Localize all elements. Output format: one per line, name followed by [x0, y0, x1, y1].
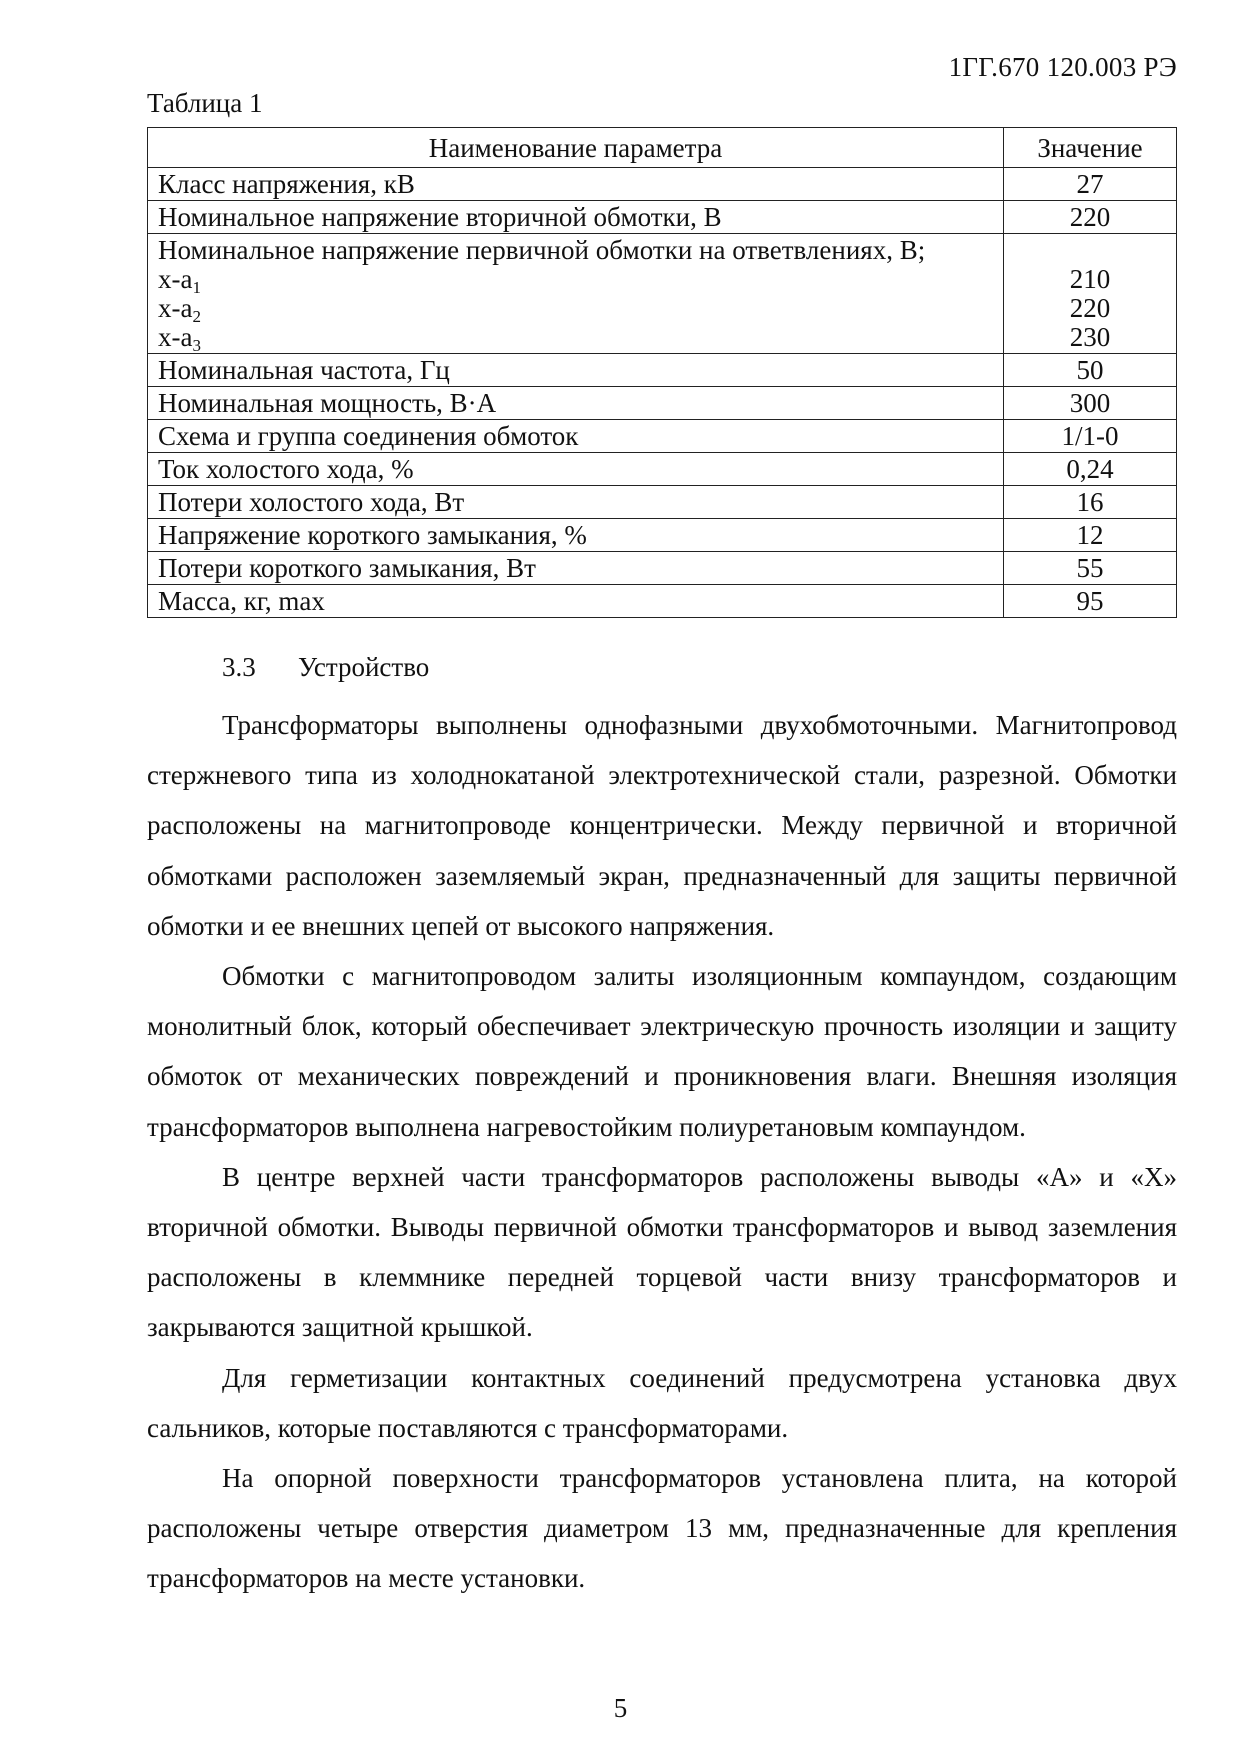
tap-label-subscript: 3 — [192, 336, 201, 355]
param-value: 16 — [1004, 486, 1177, 519]
section-body — [147, 700, 1177, 1604]
document-code: 1ГГ.670 120.003 РЭ — [948, 52, 1177, 82]
tap-value: 230 — [1069, 322, 1111, 352]
table-row — [148, 201, 1177, 234]
page-number: 5 — [613, 1693, 628, 1723]
table-row — [148, 453, 1177, 486]
param-name: Класс напряжения, кВ — [148, 168, 1004, 201]
table-row — [148, 585, 1177, 618]
section-title: Устройство — [298, 652, 430, 682]
param-value: 220 — [1004, 201, 1177, 234]
param-name-multi — [148, 234, 1004, 354]
param-value: 50 — [1004, 354, 1177, 387]
section-heading — [222, 652, 429, 683]
tap-value: 210 — [1069, 264, 1111, 294]
tap-label — [158, 264, 993, 297]
section-number: 3.3 — [222, 652, 256, 682]
tap-label-text: х-а — [158, 264, 193, 294]
table-row — [148, 486, 1177, 519]
paragraph: На опорной поверхности трансформаторов установлена плита, на которой расположены четыре отверстия диаметром 13 мм, предназначенные для крепления трансформаторов на месте установки. — [147, 1463, 1177, 1594]
param-value: 55 — [1004, 552, 1177, 585]
table-row — [148, 420, 1177, 453]
table-row — [148, 234, 1177, 354]
table-header-row — [148, 128, 1177, 168]
param-name: Номинальное напряжение вторичной обмотки, В — [148, 201, 1004, 234]
parameters-table — [147, 127, 1177, 618]
paragraph: Трансформаторы выполнены однофазными двухобмоточными. Магнитопровод стержневого типа из холоднокатаной электротехнической стали, разрезной. Обмотки расположены на магнитопроводе концентрически. Между первичной и вторичной обмотками расположен заземляемый экран, предназначенный для защиты первичной обмотки и ее внешних цепей от высокого напряжения. — [147, 710, 1177, 941]
param-value: 1/1-0 — [1004, 420, 1177, 453]
param-value-multi — [1004, 234, 1177, 354]
param-name: Масса, кг, max — [148, 585, 1004, 618]
paragraph: Обмотки с магнитопроводом залиты изоляционным компаундом, создающим монолитный блок, который обеспечивает электрическую прочность изоляции и защиту обмоток от механических повреждений и проникновения влаги. Внешняя изоляция трансформаторов выполнена нагревостойким полиуретановым компаундом. — [147, 961, 1177, 1142]
table-row — [148, 354, 1177, 387]
table-row — [148, 387, 1177, 420]
param-value: 27 — [1004, 168, 1177, 201]
tap-label-subscript: 1 — [192, 278, 201, 297]
param-value: 95 — [1004, 585, 1177, 618]
column-header-value: Значение — [1004, 128, 1177, 168]
param-value: 300 — [1004, 387, 1177, 420]
table-row — [148, 168, 1177, 201]
column-header-name: Наименование параметра — [148, 128, 1004, 168]
tap-label — [158, 293, 993, 326]
tap-value: 220 — [1069, 293, 1111, 323]
param-name: Номинальная мощность, В·А — [148, 387, 1004, 420]
table-caption: Таблица 1 — [147, 88, 263, 118]
param-name: Номинальная частота, Гц — [148, 354, 1004, 387]
param-name: Схема и группа соединения обмоток — [148, 420, 1004, 453]
table-row — [148, 519, 1177, 552]
param-name: Номинальное напряжение первичной обмотки на ответвлениях, В; — [158, 235, 926, 265]
paragraph: Для герметизации контактных соединений предусмотрена установка двух сальников, которые поставляются с трансформаторами. — [147, 1362, 1177, 1443]
param-value: 0,24 — [1004, 453, 1177, 486]
tap-label — [158, 322, 993, 355]
tap-label-text: х-а — [158, 293, 193, 323]
tap-label-subscript: 2 — [192, 307, 201, 326]
param-name: Ток холостого хода, % — [148, 453, 1004, 486]
param-name: Напряжение короткого замыкания, % — [148, 519, 1004, 552]
param-value: 12 — [1004, 519, 1177, 552]
tap-label-text: х-а — [158, 322, 193, 352]
paragraph: В центре верхней части трансформаторов расположены выводы «А» и «Х» вторичной обмотки. Выводы первичной обмотки трансформаторов и вывод заземления расположены в клеммнике передней торцевой части внизу трансформаторов и закрываются защитной крышкой. — [147, 1161, 1177, 1343]
param-name: Потери холостого хода, Вт — [148, 486, 1004, 519]
param-name: Потери короткого замыкания, Вт — [148, 552, 1004, 585]
table-row — [148, 552, 1177, 585]
blank-line — [1014, 236, 1166, 265]
